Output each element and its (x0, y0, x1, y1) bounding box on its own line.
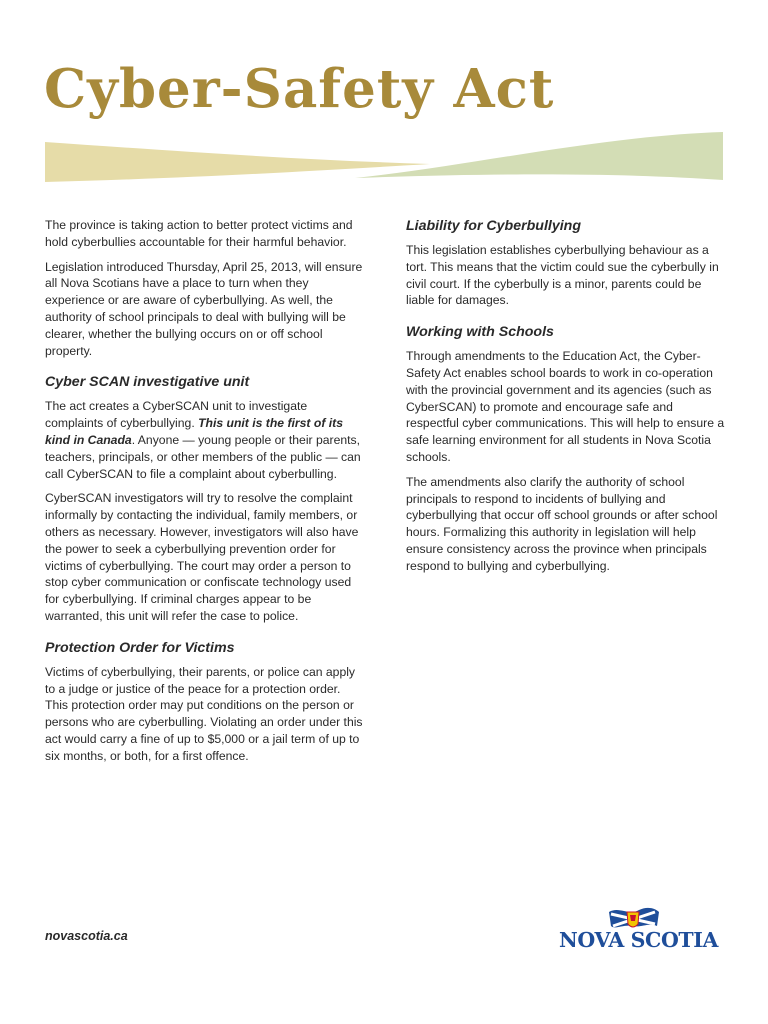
decorative-swoosh (0, 128, 768, 188)
section-heading-schools: Working with Schools (406, 324, 554, 341)
intro-paragraph: The province is taking action to better protect victims and hold cyberbullies accountable for their harmful behavior. (45, 218, 353, 249)
section-heading-protection-order: Protection Order for Victims (45, 639, 235, 656)
emphasis-text: This unit is the first of its kind in Canada (45, 416, 343, 447)
left-column (45, 217, 363, 773)
cyber-scan-paragraph: The act creates a CyberSCAN unit to investigate complaints of cyberbullying. This unit is the first of its kind in Canada. Anyone — young people or their parents, teachers, principals, or other members of the public — can call CyberSCAN to file a complaint about cyberbulling. (45, 399, 361, 481)
protection-order-paragraph: Victims of cyberbullying, their parents, or police can apply to a judge or justice of the peace for a protection order. This protection order may put conditions on the person or persons who are cyberbulling. Violating an order under this act would carry a fine of up to $5,000 or a jail term of up to six months, or both, for a first offence. (45, 664, 363, 763)
schools-paragraph: The amendments also clarify the authority of school principals to respond to incidents of bullying and cyberbullying that occur off school grounds or after school hours. Formalizing this authority in legislation will help ensure consistency across the province when principals respond to bullying and cyberbullying. (406, 474, 718, 573)
section-heading-cyber-scan: Cyber SCAN investigative unit (45, 374, 250, 391)
schools-paragraph: Through amendments to the Education Act, the Cyber-Safety Act enables school boards to work in co-operation with the provincial government and its agencies (such as CyberSCAN) to promote and encourage safe and respectful cyber communications. This will help to ensure a safe learning environment for all students in Nova Scotia schools. (406, 349, 725, 464)
cyber-scan-paragraph: CyberSCAN investigators will try to resolve the complaint informally by contacting the individual, family members, or others as necessary. However, investigators will also have the power to seek a cyberbullying prevention order for victims of cyberbullying. The court may order a person to stop cyber communication or confiscate technology used for cyberbullying. If criminal charges appear to be warranted, this unit will refer the case to police. (45, 491, 359, 623)
section-heading-liability: Liability for Cyberbullying (406, 218, 581, 234)
liability-paragraph: This legislation establishes cyberbullying behaviour as a tort. This means that the victim could sue the cyberbully in civil court. If the cyberbully is a minor, parents could be liable for damages. (406, 243, 719, 308)
page-title: Cyber-Safety Act (44, 58, 555, 120)
website-link[interactable]: novascotia.ca (45, 929, 128, 943)
right-column (406, 217, 726, 583)
logo-text: NOVA SCOTIA (559, 928, 718, 952)
nova-scotia-logo (551, 902, 726, 952)
intro-paragraph: Legislation introduced Thursday, April 25, 2013, will ensure all Nova Scotians have a place to turn when they experience or are aware of cyberbullying. As well, the authority of school principals to deal with bullying will be clearer, whether the bullying occurs on or off school property. (45, 259, 363, 358)
